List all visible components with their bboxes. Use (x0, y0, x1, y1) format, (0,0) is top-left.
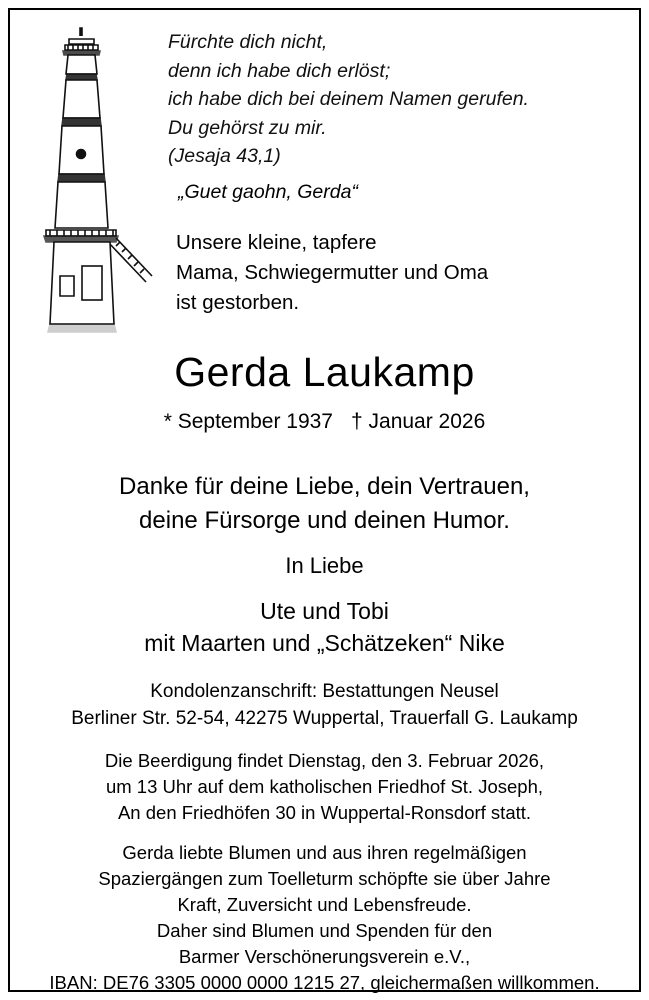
lead-line-2: Mama, Schwiegermutter und Oma (176, 261, 489, 284)
condolence-line-1: Kondolenzanschrift: Bestattungen Neusel (150, 681, 499, 702)
donation-line-2: Spaziergängen zum Toelleturm schöpfte sie über Jahre (98, 868, 551, 889)
family-line-1: Ute und Tobi (260, 598, 389, 624)
lead-line-1: Unsere kleine, tapfere (176, 231, 377, 254)
condolence-address (0, 678, 649, 732)
donation-line-4: Daher sind Blumen und Spenden für den (156, 920, 493, 941)
funeral-line-2: um 13 Uhr auf dem katholischen Friedhof St. Joseph, (105, 776, 544, 797)
personal-quote: „Guet gaohn, Gerda“ (178, 181, 358, 203)
verse-line-1: Fürchte dich nicht, (168, 31, 328, 53)
donation-line-3: Kraft, Zuversicht und Lebensfreude. (177, 894, 472, 915)
verse-reference: (Jesaja 43,1) (168, 145, 281, 167)
donation-line-5: Barmer Verschönerungsverein e.V., (178, 946, 471, 967)
family-signatures (0, 595, 649, 659)
donation-line-1: Gerda liebte Blumen und aus ihren regelmäßigen (122, 842, 527, 863)
death-date: † Januar 2026 (351, 410, 486, 433)
birth-date: * September 1937 (163, 410, 333, 433)
thanks-text (0, 470, 649, 538)
donation-line-6: IBAN: DE76 3305 0000 0000 1215 27, gleichermaßen willkommen. (49, 972, 600, 993)
funeral-line-3: An den Friedhöfen 30 in Wuppertal-Ronsdorf statt. (117, 802, 532, 823)
donation-note (0, 840, 649, 996)
thanks-line-2: deine Fürsorge und deinen Humor. (139, 507, 510, 534)
closing-text: In Liebe (285, 553, 364, 578)
verse-line-2: denn ich habe dich erlöst; (168, 59, 391, 82)
lead-line-3: ist gestorben. (176, 291, 300, 314)
lead-text (176, 228, 646, 318)
funeral-line-1: Die Beerdigung findet Dienstag, den 3. Februar 2026, (104, 750, 545, 771)
family-line-2: mit Maarten und „Schätzeken“ Nike (144, 630, 505, 656)
deceased-name: Gerda Laukamp (174, 349, 475, 395)
funeral-details (0, 748, 649, 826)
verse-line-4: Du gehörst zu mir. (168, 116, 327, 139)
life-dates (0, 408, 649, 436)
condolence-line-2: Berliner Str. 52-54, 42275 Wuppertal, Trauerfall G. Laukamp (71, 708, 578, 729)
bible-verse (168, 28, 628, 171)
lighthouse-icon (24, 14, 154, 334)
thanks-line-1: Danke für deine Liebe, dein Vertrauen, (119, 473, 530, 500)
verse-line-3: ich habe dich bei deinem Namen gerufen. (168, 88, 529, 110)
